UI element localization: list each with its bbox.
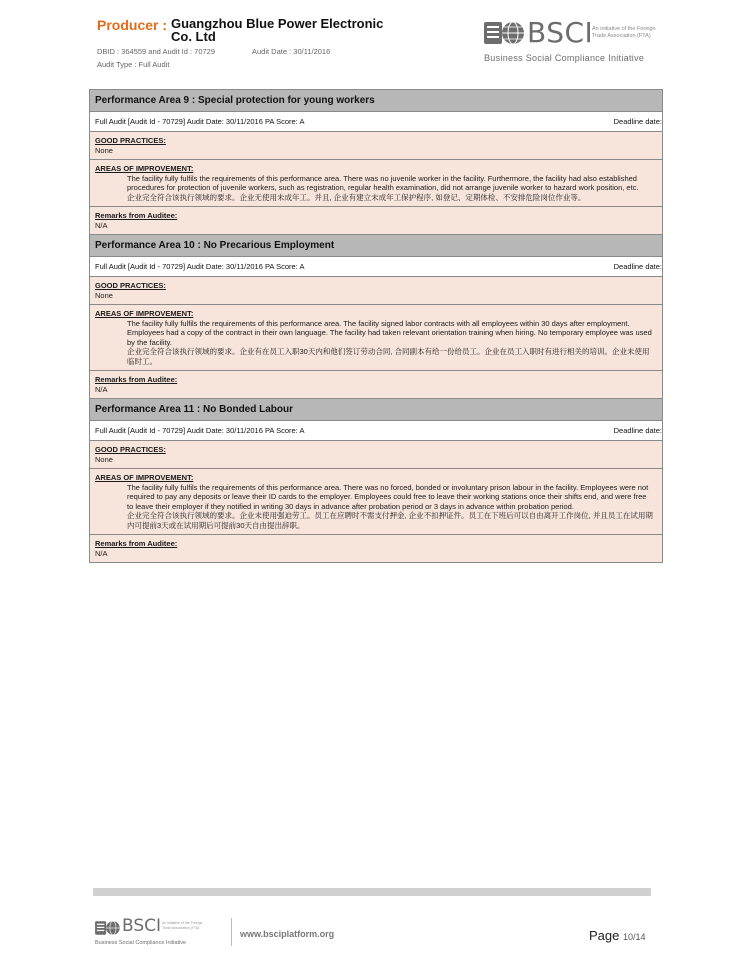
logo-tagline: An initiative of the Foreign Trade Association (FTA) bbox=[592, 26, 656, 39]
audit-type-text: Audit Type : Full Audit bbox=[97, 60, 170, 69]
improvement-label: AREAS OF IMPROVEMENT: bbox=[95, 473, 194, 482]
improvement-text-en: The facility fully fulfils the requirements of this performance area. The facility signed labor contracts with all employees within 30 days after employment. Employees had a copy of the contract in their own language. The facility had taken relevant orientation training when hiring. No temporary employee was used by the facility. bbox=[127, 318, 652, 347]
footer-separator bbox=[231, 918, 232, 946]
audit-line: Full Audit [Audit Id - 70729] Audit Date: 30/11/2016 PA Score: A bbox=[95, 426, 305, 435]
good-practices-section bbox=[90, 132, 662, 160]
footer-divider-bar bbox=[93, 888, 651, 896]
good-practices-value: None bbox=[95, 145, 113, 155]
improvement-section bbox=[90, 160, 662, 207]
remarks-value: N/A bbox=[95, 220, 108, 230]
improvement-text-cn: 企业完全符合该执行领域的要求。企业未使用强迫劳工。员工在应聘时不需支付押金, 企业不扣押证件。员工在下班后可以自由离开工作岗位, 并且员工在试用期内可提前3天或在试用期后可提前30天自由提出辞职。 bbox=[127, 511, 653, 530]
good-practices-section bbox=[90, 441, 662, 469]
good-practices-label: GOOD PRACTICES: bbox=[95, 281, 166, 290]
bsci-logo bbox=[484, 17, 664, 65]
improvement-label: AREAS OF IMPROVEMENT: bbox=[95, 309, 194, 318]
footer-bsci-logo bbox=[95, 916, 225, 950]
deadline-label: Deadline date: bbox=[613, 262, 662, 271]
footer-logo-tagline: An initiative of the Foreign Trade Association (FTA) bbox=[162, 921, 203, 930]
page-number bbox=[589, 928, 646, 943]
producer-name: Guangzhou Blue Power Electronic Co. Ltd bbox=[171, 16, 384, 44]
audit-line: Full Audit [Audit Id - 70729] Audit Date: 30/11/2016 PA Score: A bbox=[95, 262, 305, 271]
page-value: 10/14 bbox=[623, 932, 646, 942]
bsci-mark-icon bbox=[484, 20, 526, 46]
remarks-section bbox=[90, 371, 662, 399]
good-practices-section bbox=[90, 277, 662, 305]
remarks-label: Remarks from Auditee: bbox=[95, 211, 178, 220]
audit-info-row bbox=[90, 257, 662, 277]
improvement-text-cn: 企业完全符合该执行领域的要求。企业有在员工入职30天内和他们签订劳动合同, 合同副本有给一份给员工。企业在员工入职时有进行相关的培训。企业未使用临时工。 bbox=[127, 347, 650, 366]
deadline-label: Deadline date: bbox=[613, 426, 662, 435]
performance-report bbox=[89, 89, 663, 563]
area-heading: Performance Area 11 : No Bonded Labour bbox=[90, 399, 662, 421]
good-practices-label: GOOD PRACTICES: bbox=[95, 136, 166, 145]
footer-logo-brand: BSCI bbox=[122, 916, 162, 936]
good-practices-label: GOOD PRACTICES: bbox=[95, 445, 166, 454]
producer-label: Producer : bbox=[97, 17, 168, 33]
page-label: Page bbox=[589, 928, 620, 943]
remarks-section bbox=[90, 207, 662, 235]
logo-brand: BSCI bbox=[527, 16, 594, 49]
footer-logo-subtitle: Business Social Compliance Initiative bbox=[95, 940, 187, 946]
logo-subtitle: Business Social Compliance Initiative bbox=[484, 53, 645, 63]
deadline-label: Deadline date: bbox=[613, 117, 662, 126]
footer-url: www.bsciplatform.org bbox=[240, 929, 335, 939]
area-heading: Performance Area 10 : No Precarious Employment bbox=[90, 235, 662, 257]
improvement-text-en: The facility fully fulfils the requirements of this performance area. There was no juvenile worker in the facility. Furthermore, the facility had also established procedures for protection of juvenile workers, such as registration, regular health examination, did not arrange juvenile worker to hazard work position, etc. bbox=[127, 173, 639, 192]
area-heading: Performance Area 9 : Special protection for young workers bbox=[90, 90, 662, 112]
improvement-section bbox=[90, 305, 662, 371]
remarks-section bbox=[90, 535, 662, 563]
audit-info-row bbox=[90, 112, 662, 132]
bsci-mark-icon bbox=[95, 920, 121, 936]
remarks-value: N/A bbox=[95, 384, 108, 394]
remarks-label: Remarks from Auditee: bbox=[95, 539, 178, 548]
audit-date-text: Audit Date : 30/11/2016 bbox=[252, 47, 331, 56]
dbid-text: DBID : 364559 and Audit Id : 70729 bbox=[97, 47, 216, 56]
improvement-section bbox=[90, 469, 662, 535]
improvement-text-cn: 企业完全符合该执行领域的要求。企业无使用未成年工。并且, 企业有建立未成年工保护程序, 如登记、定期体检、不安排危险岗位作业等。 bbox=[127, 192, 586, 202]
improvement-text-en: The facility fully fulfils the requirements of this performance area. There was no forced, bonded or involuntary prison labour in the facility. Employees were not required to pay any deposits or leave their ID cards to the employer. Employees could free to leave their working stations once their shifts end, and were free to leave their employer if they notified in writing 30 days in advance after probation period or 3 days in advance within probation period. bbox=[127, 482, 649, 511]
good-practices-value: None bbox=[95, 290, 113, 300]
remarks-value: N/A bbox=[95, 548, 108, 558]
audit-line: Full Audit [Audit Id - 70729] Audit Date: 30/11/2016 PA Score: A bbox=[95, 117, 305, 126]
remarks-label: Remarks from Auditee: bbox=[95, 375, 178, 384]
page-header bbox=[0, 0, 750, 80]
audit-info-row bbox=[90, 421, 662, 441]
good-practices-value: None bbox=[95, 454, 113, 464]
improvement-label: AREAS OF IMPROVEMENT: bbox=[95, 164, 194, 173]
